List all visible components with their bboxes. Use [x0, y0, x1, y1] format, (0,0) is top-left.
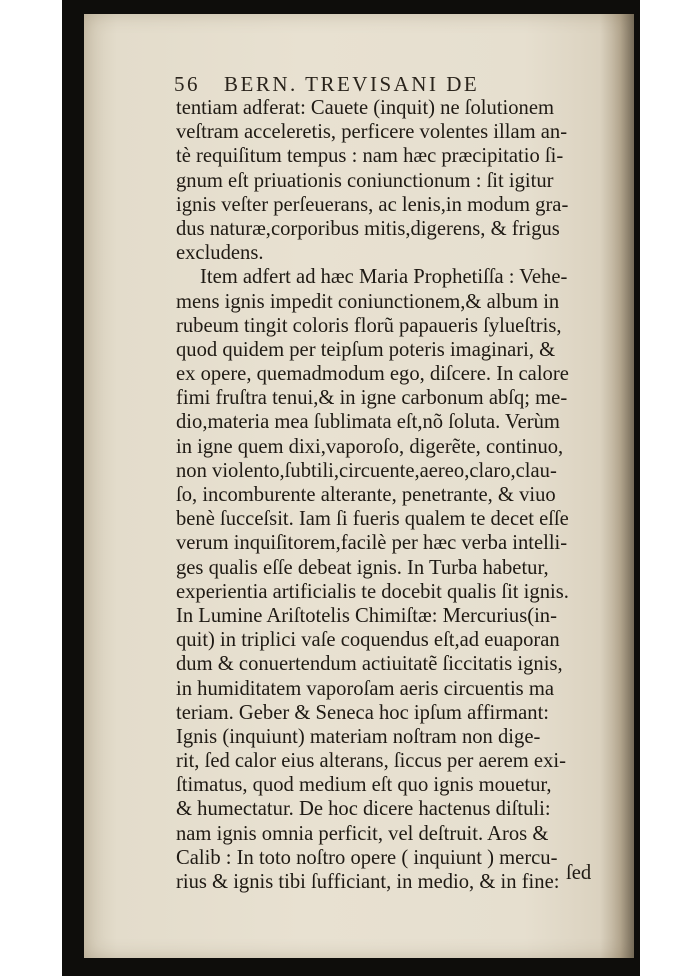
text-line: tentiam adferat: Cauete (inquit) ne ſolutionem: [176, 97, 554, 119]
text-line: quod quidem per teipſum poteris imaginari, &: [176, 338, 556, 361]
text-line: nam ignis omnia perficit, vel deſtruit. Aros &: [176, 822, 549, 845]
text-line: Ignis (inquiunt) materiam noſtram non dige-: [176, 725, 541, 748]
text-line: dus naturæ,corporibus mitis,digerens, & frigus: [176, 217, 560, 240]
text-line: ignis veſter perſeuerans, ac lenis,in modum gra-: [176, 193, 569, 216]
text-line: fimi fruſtra tenui,& in igne carbonum abſq; me-: [176, 387, 568, 410]
text-line: dum & conuertendum actiuitatẽ ſiccitatis ignis,: [176, 653, 563, 676]
body-text: [176, 96, 606, 894]
text-line: in igne quem dixi,vaporoſo, digerẽte, continuo,: [176, 435, 564, 458]
text-line: in humiditatem vaporoſam aeris circuentis ma: [176, 677, 555, 700]
text-line: teriam. Geber & Seneca hoc ipſum affirmant:: [176, 701, 550, 724]
text-line: ges qualis eſſe debeat ignis. In Turba habetur,: [176, 556, 549, 579]
text-line: benè ſucceſsit. Iam ſi fueris qualem te decet eſſe: [176, 508, 569, 531]
text-line: ex opere, quemadmodum ego, diſcere. In calore: [176, 363, 569, 386]
running-header: [174, 72, 479, 97]
paragraph-start-line: Item adfert ad hæc Maria Prophetiſſa : Vehe-: [200, 266, 568, 289]
page-number: 56: [174, 72, 200, 96]
text-line: rius & ignis tibi ſufficiant, in medio, & in fine:: [176, 871, 560, 893]
text-line: tè requiſitum tempus : nam hæc præcipitatio ſi-: [176, 145, 564, 168]
text-line: rit, ſed calor eius alterans, ſiccus per aerem exi-: [176, 750, 566, 773]
catchword: ſed: [566, 862, 592, 884]
text-line: experientia artificialis te docebit qualis ſit ignis.: [176, 580, 569, 603]
text-line: rubeum tingit coloris florũ papaueris ſylueſtris,: [176, 314, 562, 337]
text-line: ſtimatus, quod medium eſt quo ignis mouetur,: [176, 774, 552, 797]
text-line: veſtram acceleretis, perficere volentes illam an-: [176, 121, 568, 144]
text-line: mens ignis impedit coniunctionem,& album in: [176, 290, 560, 313]
text-line: Calib : In toto noſtro opere ( inquiunt ) mercu-: [176, 846, 558, 869]
text-line: quit) in triplici vaſe coquendus eſt,ad euaporan: [176, 629, 560, 652]
text-line: In Lumine Ariſtotelis Chimiſtæ: Mercurius(in-: [176, 604, 557, 627]
text-line: dio,materia mea ſublimata eſt,nõ ſoluta. Verùm: [176, 411, 560, 434]
text-line: excludens.: [176, 242, 264, 265]
text-line: non violento,ſubtili,circuente,aereo,claro,clau-: [176, 459, 557, 482]
running-title: BERN. TREVISANI DE: [224, 72, 480, 96]
text-line: ſo, incomburente alterante, penetrante, & viuo: [176, 484, 556, 506]
text-line: & humectatur. De hoc dicere hactenus diſtuli:: [176, 798, 551, 821]
text-line: gnum eſt priuationis coniunctionum : ſit igitur: [176, 169, 554, 192]
text-line: verum inquiſitorem,facilè per hæc verba intelli-: [176, 532, 568, 555]
